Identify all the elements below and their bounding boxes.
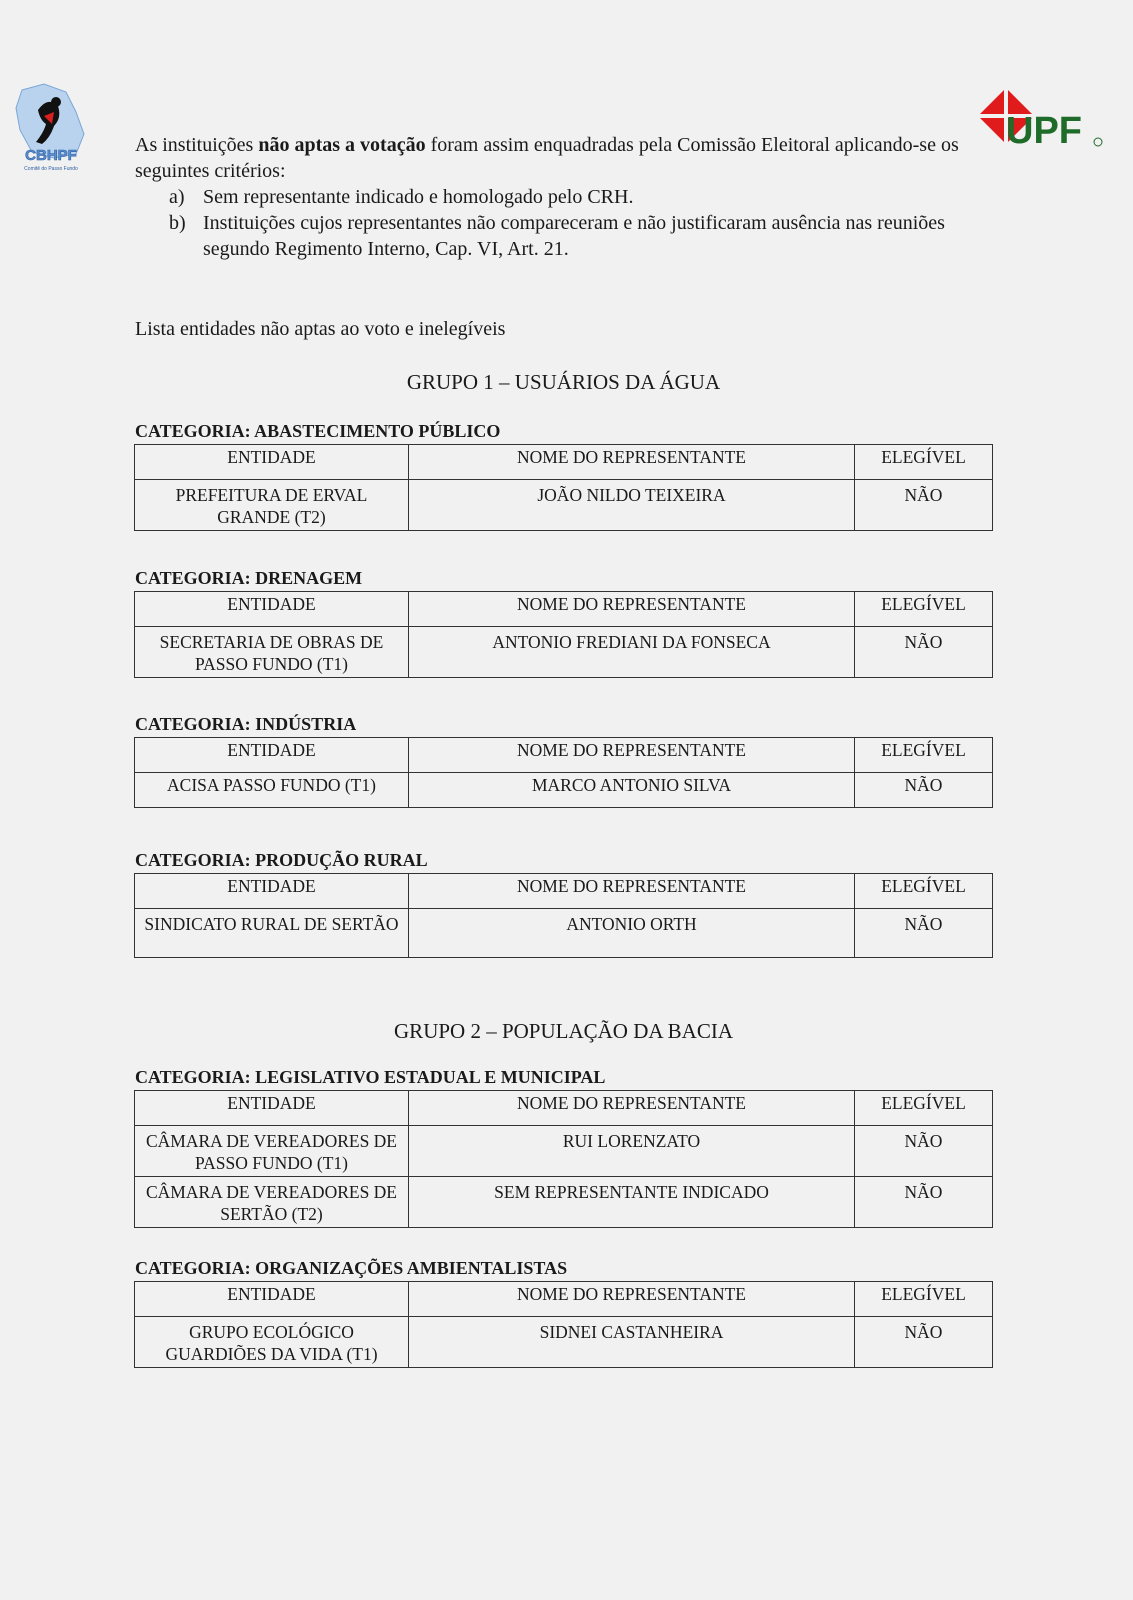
- category-title: CATEGORIA: DRENAGEM: [135, 568, 363, 588]
- table-header-row: [135, 592, 993, 627]
- entity-table: [134, 737, 993, 808]
- group-2-title: GRUPO 2 – POPULAÇÃO DA BACIA: [394, 1019, 733, 1043]
- cbhpf-logo: [14, 82, 88, 172]
- table-row: [135, 773, 993, 808]
- table-row: [135, 480, 993, 531]
- table-row: [135, 909, 993, 958]
- header-entity: ENTIDADE: [135, 592, 409, 627]
- header-rep: NOME DO REPRESENTANTE: [409, 1282, 855, 1317]
- category-title: CATEGORIA: ORGANIZAÇÕES AMBIENTALISTAS: [135, 1258, 568, 1278]
- upf-logo-text: UPF: [1006, 110, 1082, 152]
- table-header-row: [135, 874, 993, 909]
- category-title: CATEGORIA: PRODUÇÃO RURAL: [135, 850, 428, 870]
- cell-entity: PREFEITURA DE ERVAL GRANDE (T2): [135, 480, 409, 531]
- cell-rep: SIDNEI CASTANHEIRA: [409, 1317, 855, 1368]
- entity-table: [134, 591, 993, 678]
- header-entity: ENTIDADE: [135, 738, 409, 773]
- cell-rep: ANTONIO FREDIANI DA FONSECA: [409, 627, 855, 678]
- category-title: CATEGORIA: ABASTECIMENTO PÚBLICO: [135, 421, 501, 441]
- header-entity: ENTIDADE: [135, 445, 409, 480]
- cell-eligible: NÃO: [855, 627, 993, 678]
- table-row: [135, 1177, 993, 1228]
- group-1-title: GRUPO 1 – USUÁRIOS DA ÁGUA: [406, 370, 721, 394]
- cell-eligible: NÃO: [855, 1177, 993, 1228]
- cell-rep: SEM REPRESENTANTE INDICADO: [409, 1177, 855, 1228]
- cell-eligible: NÃO: [855, 1317, 993, 1368]
- intro-section: [135, 132, 995, 262]
- cell-rep: RUI LORENZATO: [409, 1126, 855, 1177]
- header-eligible: ELEGÍVEL: [855, 1091, 993, 1126]
- header-rep: NOME DO REPRESENTANTE: [409, 738, 855, 773]
- header-rep: NOME DO REPRESENTANTE: [409, 874, 855, 909]
- header-eligible: ELEGÍVEL: [855, 592, 993, 627]
- cell-entity: CÂMARA DE VEREADORES DE PASSO FUNDO (T1): [135, 1126, 409, 1177]
- header-rep: NOME DO REPRESENTANTE: [409, 592, 855, 627]
- category-title: CATEGORIA: INDÚSTRIA: [135, 714, 357, 734]
- cell-eligible: NÃO: [855, 773, 993, 808]
- cell-rep: MARCO ANTONIO SILVA: [409, 773, 855, 808]
- entity-table: [134, 1090, 993, 1228]
- list-label: Lista entidades não aptas ao voto e inelegíveis: [135, 318, 506, 340]
- header-eligible: ELEGÍVEL: [855, 445, 993, 480]
- header-entity: ENTIDADE: [135, 1091, 409, 1126]
- entity-table: [134, 873, 993, 958]
- entity-table: [134, 1281, 993, 1368]
- cell-entity: SINDICATO RURAL DE SERTÃO: [135, 909, 409, 958]
- table-header-row: [135, 445, 993, 480]
- header-eligible: ELEGÍVEL: [855, 874, 993, 909]
- header-rep: NOME DO REPRESENTANTE: [409, 445, 855, 480]
- category-title: CATEGORIA: LEGISLATIVO ESTADUAL E MUNICIPAL: [135, 1067, 606, 1087]
- table-header-row: [135, 738, 993, 773]
- header-rep: NOME DO REPRESENTANTE: [409, 1091, 855, 1126]
- cell-entity: CÂMARA DE VEREADORES DE SERTÃO (T2): [135, 1177, 409, 1228]
- cell-rep: ANTONIO ORTH: [409, 909, 855, 958]
- criterion-b: b) Instituições cujos representantes não compareceram e não justificaram ausência nas reuniões segundo Regimento Interno, Cap. VI, Art. 21.: [169, 212, 945, 260]
- criterion-a: a) Sem representante indicado e homologado pelo CRH.: [169, 186, 634, 208]
- table-header-row: [135, 1091, 993, 1126]
- intro-paragraph: As instituições não aptas a votação foram assim enquadradas pela Comissão Eleitoral aplicando-se os seguintes critérios:: [135, 134, 959, 182]
- header-eligible: ELEGÍVEL: [855, 1282, 993, 1317]
- table-row: [135, 627, 993, 678]
- cbhpf-logo-subtext: Comitê do Passo Fundo: [24, 166, 78, 172]
- cell-entity: SECRETARIA DE OBRAS DE PASSO FUNDO (T1): [135, 627, 409, 678]
- cell-eligible: NÃO: [855, 909, 993, 958]
- entity-table: [134, 444, 993, 531]
- header-entity: ENTIDADE: [135, 874, 409, 909]
- table-header-row: [135, 1282, 993, 1317]
- cell-entity: GRUPO ECOLÓGICO GUARDIÕES DA VIDA (T1): [135, 1317, 409, 1368]
- header-entity: ENTIDADE: [135, 1282, 409, 1317]
- cbhpf-logo-text: CBHPF: [25, 147, 77, 164]
- table-row: [135, 1317, 993, 1368]
- table-row: [135, 1126, 993, 1177]
- header-eligible: ELEGÍVEL: [855, 738, 993, 773]
- cell-eligible: NÃO: [855, 1126, 993, 1177]
- cell-rep: JOÃO NILDO TEIXEIRA: [409, 480, 855, 531]
- intro-bold: não aptas a votação: [258, 134, 426, 156]
- cell-eligible: NÃO: [855, 480, 993, 531]
- cell-entity: ACISA PASSO FUNDO (T1): [135, 773, 409, 808]
